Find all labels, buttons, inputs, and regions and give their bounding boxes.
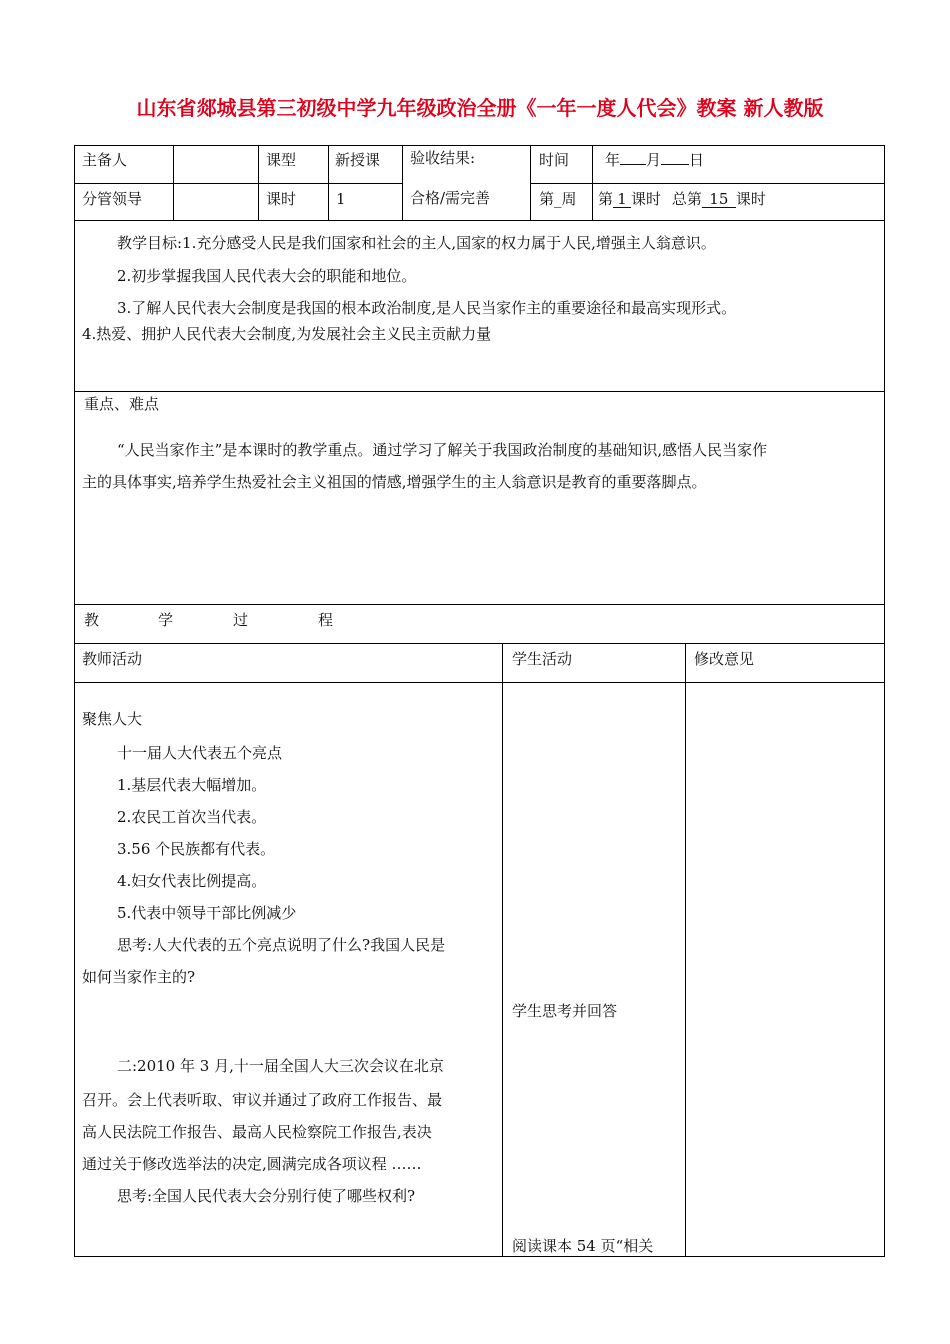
process-heading-char-3: 过 <box>233 611 249 629</box>
list-item: 思考:全国人民代表大会分别行使了哪些权利? <box>117 1187 416 1205</box>
keypoints-para-line-1: “人民当家作主”是本课时的教学重点。通过学习了解关于我国政治制度的基础知识,感悟人民当家作 <box>117 441 768 459</box>
teacher-activity-header: 教师活动 <box>82 650 143 668</box>
total-prefix: 总第 <box>671 190 702 208</box>
objective-line-4: 4.热爱、拥护人民代表大会制度,为发展社会主义民主贡献力量 <box>82 325 492 343</box>
period-label: 课时 <box>266 190 297 208</box>
year-label: 年 <box>605 151 621 169</box>
period-value: 1 <box>336 190 346 208</box>
list-item: 二:2010 年 3 月,十一届全国人大三次会议在北京 <box>117 1057 444 1075</box>
lesson-type-value: 新授课 <box>335 151 381 169</box>
day-label: 日 <box>689 151 705 169</box>
keypoints-heading: 重点、难点 <box>84 395 160 413</box>
document-title: 山东省郯城县第三初级中学九年级政治全册《一年一度人代会》教案 新人教版 <box>136 96 824 120</box>
keypoints-para-line-2: 主的具体事实,培养学生热爱社会主义祖国的情感,增强学生的主人翁意识是教育的重要落脚点。 <box>82 473 707 491</box>
process-heading-char-2: 学 <box>158 611 174 629</box>
objective-line-2: 2.初步掌握我国人民代表大会的职能和地位。 <box>117 267 417 285</box>
list-item: 高人民法院工作报告、最高人民检察院工作报告,表决 <box>82 1123 432 1141</box>
list-item: 3.56 个民族都有代表。 <box>117 840 276 858</box>
total-suffix: 课时 <box>735 190 766 208</box>
month-label: 月 <box>646 151 662 169</box>
session-prefix: 第 <box>598 190 614 208</box>
list-item: 4.妇女代表比例提高。 <box>117 872 267 890</box>
session-number: 1 <box>613 191 631 208</box>
list-item: 十一届人大代表五个亮点 <box>117 744 283 762</box>
list-item: 通过关于修改选举法的决定,圆满完成各项议程 …… <box>82 1155 422 1173</box>
list-item: 阅读课本 54 页“相关 <box>512 1237 654 1255</box>
total-number: 15 <box>702 191 736 208</box>
supervisor-label: 分管领导 <box>82 190 143 208</box>
list-item: 聚焦人大 <box>82 710 143 728</box>
list-item: 思考:人大代表的五个亮点说明了什么?我国人民是 <box>117 936 446 954</box>
week-label: 第_周 <box>539 190 577 208</box>
list-item: 学生思考并回答 <box>512 1002 618 1020</box>
time-label: 时间 <box>539 151 570 169</box>
objective-line-1: 教学目标:1.充分感受人民是我们国家和社会的主人,国家的权力属于人民,增强主人翁意识。 <box>117 234 716 252</box>
revision-header: 修改意见 <box>694 650 755 668</box>
list-item: 2.农民工首次当代表。 <box>117 808 267 826</box>
student-activity-header: 学生活动 <box>512 650 573 668</box>
process-heading-char-4: 程 <box>318 611 334 629</box>
process-heading-char-1: 教 <box>84 611 100 629</box>
lesson-type-label: 课型 <box>266 151 297 169</box>
preparer-label: 主备人 <box>82 151 128 169</box>
acceptance-value: 合格/需完善 <box>410 189 491 207</box>
acceptance-label: 验收结果: <box>410 149 476 167</box>
list-item: 召开。会上代表听取、审议并通过了政府工作报告、最 <box>82 1091 443 1109</box>
list-item: 1.基层代表大幅增加。 <box>117 776 267 794</box>
objective-line-3: 3.了解人民代表大会制度是我国的根本政治制度,是人民当家作主的重要途径和最高实现形式。 <box>117 299 737 317</box>
list-item: 5.代表中领导干部比例减少 <box>117 904 297 922</box>
session-suffix: 课时 <box>631 190 662 208</box>
list-item: 如何当家作主的? <box>82 968 196 986</box>
date-field <box>605 150 704 170</box>
session-field <box>598 189 766 209</box>
